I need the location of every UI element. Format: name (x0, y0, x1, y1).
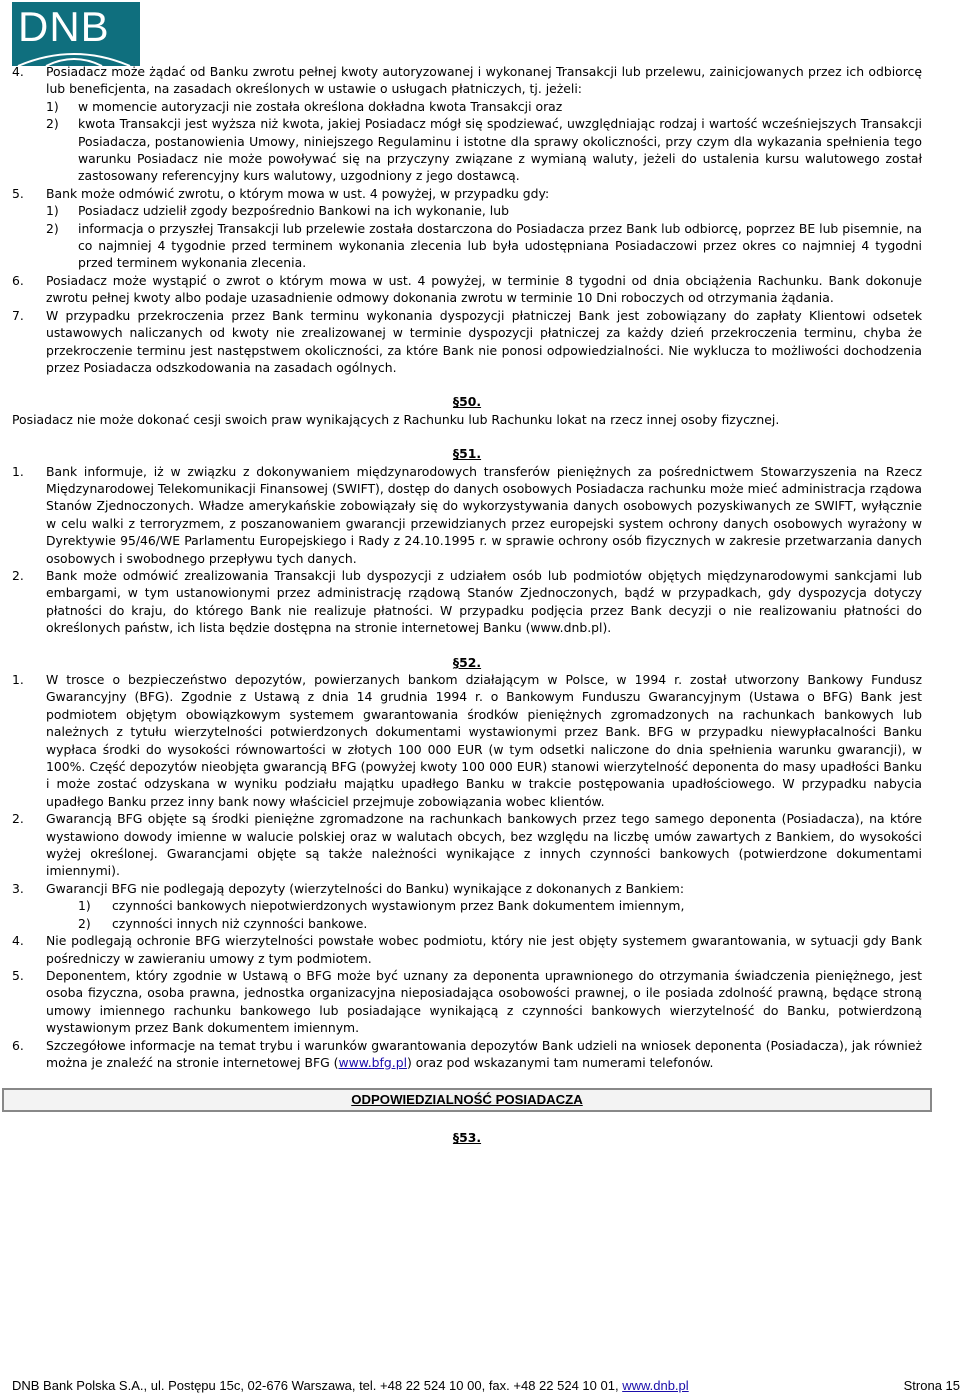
list-item-6 (12, 272, 922, 307)
list-item-52-6 (12, 1037, 922, 1072)
sub-item (78, 897, 922, 914)
section-50-text: Posiadacz nie może dokonać cesji swoich praw wynikających z Rachunku lub Rachunku lokat na rzecz innej osoby fizycznej. (12, 411, 780, 427)
item-number: 4. (12, 933, 24, 949)
item-number: 5. (12, 967, 24, 983)
item-number: 2. (12, 811, 24, 827)
list-item-7 (12, 307, 922, 377)
sub-text: informacja o przyszłej Transakcji lub przelewie została dostarczona do Posiadacza przez Bank lub odbiorcę, poprzez BE lub pisemnie, na co najmniej 4 tygodnie przed terminem wykonania zlecenia lub była udostępniana Posiadaczowi przez okres co najmniej 4 tygodni przed terminem wykonania zlecenia. (78, 220, 922, 271)
item-text: Bank może odmówić zwrotu, o którym mowa w ust. 4 powyżej, w przypadku gdy: (46, 185, 550, 201)
sub-text: Posiadacz udzielił zgody bezpośrednio Bankowi na ich wykonanie, lub (78, 203, 509, 219)
list-item-4 (12, 63, 922, 98)
list-item-52-5 (12, 967, 922, 1037)
logo-text: DNB (18, 3, 110, 50)
item-text: W trosce o bezpieczeństwo depozytów, powierzanych bankom działającym w Polsce, w 1994 r. został utworzony Bankowy Fundusz Gwarancyjny (BFG). Zgodnie z Ustawą z dnia 14 grudnia 1994 r. o Bankowym Funduszu Gwarancyjnym (Ustawa o BFG) Bank jest podmiotem objętym obowiązkowym systemem gwarantowania środków pieniężnych zgromadzonych na rachunkach bankowych lub należnych z tytułu wierzytelności potwierdzonych dokumentami wystawionymi przez Bank. BFG w przypadku niewypłacalności Banku wypłaca środki do wysokości równowartości w złotych 100 000 EUR (w tym odsetki naliczone do dnia spełnienia warunku gwarancji), w 100%. Część depozytów nieobjęta gwarancją BFG (powyżej kwoty 100 000 EUR) stanowi wierzytelność deponenta do masy upadłości Banku i może zostać odzyskana w wyniku podziału majątku upadłego Banku w trakcie postępowania upadłościowego. W przypadku nabycia upadłego Banku przez inny bank nowy właściciel przejmuje zobowiązania wobec klientów. (46, 672, 922, 809)
footer-address (12, 1378, 689, 1394)
list-item-5 (12, 185, 922, 202)
item-number: 1. (12, 672, 24, 687)
item-text: Deponentem, który zgodnie w Ustawą o BFG może być uznany za deponenta uprawnionego do otrzymania świadczenia pieniężnego, jest osoba fizyczna, osoba prawna, jednostka organizacyjna nieposiadająca osobowości prawnej, o ile posiada zdolność prawną, będące stroną umowy imiennego rachunku bankowego lub posiadające wynikającą z czynności bankowych wierzytelność do Banku, potwierdzoną wystawionym przez Bank dokumentem imiennym. (46, 967, 922, 1036)
sub-number: 2) (46, 220, 59, 236)
section-number-53: §53. (452, 1129, 482, 1145)
sub-number: 1) (46, 203, 59, 219)
item-number: 2. (12, 567, 24, 583)
sub-number: 1) (78, 898, 91, 914)
section-number-50: §50. (452, 394, 482, 410)
sub-text: kwota Transakcji jest wyższa niż kwota, jakiej Posiadacz mógł się spodziewać, uwzględniając rodzaj i wartość wcześniejszych Transakcji Posiadacza, postanowienia Umowy, niniejszego Regulaminu i istotne dla sprawy okoliczności, przy czym dla wykazania spełnienia tego warunku Posiadacz nie może powoływać się na przyczyny związane z wymianą waluty, jeżeli do ustalenia kursu walutowego został zastosowany referencyjny kurs walutowy, uzgodniony z jego dostawcą. (78, 116, 922, 184)
dnb-logo (12, 2, 140, 66)
item-number: 4. (12, 64, 24, 79)
item-number: 1. (12, 463, 24, 479)
list-item-52-4 (12, 932, 922, 967)
item-number: 6. (12, 1037, 24, 1053)
sub-text: w momencie autoryzacji nie została określona dokładna kwota Transakcji oraz (78, 98, 563, 114)
sub-item (78, 915, 922, 932)
item-number: 7. (12, 307, 24, 323)
section-number-52: §52. (452, 654, 482, 670)
page-footer (12, 1378, 960, 1394)
item-number: 5. (12, 185, 24, 201)
list-item-52-1 (12, 671, 922, 810)
item-text: Nie podlegają ochronie BFG wierzytelności powstałe wobec podmiotu, który nie jest objęty systemem gwarantowania, w sytuacji gdy Bank pośredniczy w zawieraniu umowy z tym podmiotem. (46, 933, 922, 966)
item-number: 6. (12, 272, 24, 288)
sub-item (46, 220, 922, 272)
list-item-52-3 (12, 880, 922, 897)
sub-item (46, 202, 922, 219)
list-item-51-1 (12, 463, 922, 567)
item-number: 3. (12, 880, 24, 896)
item-text: Posiadacz może wystąpić o zwrot o którym mowa w ust. 4 powyżej, w terminie 8 tygodni od dnia obciążenia Rachunku. Bank dokonuje zwrotu pełnej kwoty albo podaje uzasadnienie odmowy dokonania zwrotu w terminie 10 Dni roboczych od otrzymania żądania. (46, 272, 922, 306)
sub-item (46, 98, 922, 115)
sub-number: 2) (46, 116, 59, 132)
sub-number: 2) (78, 915, 91, 931)
document-body (12, 63, 922, 1146)
text-before-link: Szczegółowe informacje na temat trybu i warunków gwarantowania depozytów Bank udzieli na wniosek deponenta (Posiadacza), jak również można je znaleźć na stronie internetowej BFG ( (46, 1037, 922, 1070)
item-text (46, 1037, 922, 1072)
list-item-52-2 (12, 810, 922, 880)
item-text: Bank może odmówić zrealizowania Transakcji lub dyspozycji z udziałem osób lub podmiotów objętych międzynarodowymi sankcjami lub embargami, w tym ustanowionymi przez administrację rządową Stanów Zjednoczonych, bądź w przypadkach, gdy dyspozycja dotyczy płatności do kraju, do którego Bank nie realizuje płatności. W przypadku podjęcia przez Bank decyzji o nie realizowaniu płatności do określonych państw, ich lista będzie dostępna na stronie internetowej Banku (www.dnb.pl). (46, 567, 922, 636)
item-text: Gwarancją BFG objęte są środki pieniężne zgromadzone na rachunkach bankowych przez tego samego deponenta (Posiadacza), na które wystawiono dowody imienne w walucie polskiej oraz w walutach obcych, bez względu na liczbę umów zawartych z Bankiem, do wysokości wyżej określonej. Gwarancjami objęte są także należności wynikające z innych czynności bankowych (potwierdzone dokumentami imiennymi). (46, 811, 922, 879)
item-text: Gwarancji BFG nie podlegają depozyty (wierzytelności do Banku) wynikające z dokonanych z Bankiem: (46, 880, 684, 896)
footer-text: DNB Bank Polska S.A., ul. Postępu 15c, 02-676 Warszawa, tel. +48 22 524 10 00, fax. +48 22 524 10 01, (12, 1378, 623, 1393)
footer-link[interactable]: www.dnb.pl (622, 1378, 689, 1393)
sub-text: czynności innych niż czynności bankowe. (112, 915, 368, 931)
page-number: Strona 15 (903, 1378, 960, 1393)
section-heading: ODPOWIEDZIALNOŚĆ POSIADACZA (2, 1088, 932, 1111)
sub-text: czynności bankowych niepotwierdzonych wystawionym przez Bank dokumentem imiennym, (112, 898, 685, 914)
section-number-51: §51. (452, 446, 482, 462)
sub-item (46, 115, 922, 185)
item-text: W przypadku przekroczenia przez Bank terminu wykonania dyspozycji płatniczej Bank jest zobowiązany do zapłaty Klientowi odsetek ustawowych naliczanych od kwoty nie zrealizowanej w terminie dyspozycji płatniczej za każdy dzień przekroczenia terminu, chyba że przekroczenie terminu jest następstwem okoliczności, za które Bank nie ponosi odpowiedzialności. Nie wyklucza to możliwości dochodzenia przez Posiadacza odszkodowania na zasadach ogólnych. (46, 307, 922, 375)
item-text: Posiadacz może żądać od Banku zwrotu pełnej kwoty autoryzowanej i wykonanej Transakcji lub przelewu, zainicjowanych przez ich odbiorcę lub beneficjenta, na zasadach określonych w ustawie o usługach płatniczych, tj. jeżeli: (46, 64, 922, 97)
text-after-link: ) oraz pod wskazanymi tam numerami telefonów. (407, 1054, 714, 1070)
item-text: Bank informuje, iż w związku z dokonywaniem międzynarodowych transferów pieniężnych za pośrednictwem Stowarzyszenia na Rzecz Międzynarodowej Telekomunikacji Finansowej (SWIFT), dostęp do danych osobowych Posiadacza rachunku może mieć administracja rządowa Stanów Zjednoczonych. Władze amerykańskie zobowiązały się do wykorzystywania danych osobowych pozyskiwanych ze SWIFT, wyłącznie w celu walki z terroryzmem, z poszanowaniem gwarancji przewidzianych przez europejski system ochrony danych osobowych wyrażony w Dyrektywie 95/46/WE Parlamentu Europejskiego i Rady z 24.10.1995 r. w sprawie ochrony osób fizycznych w zakresie przetwarzania danych osobowych i swobodnego przepływu tych danych. (46, 463, 922, 566)
list-item-51-2 (12, 567, 922, 637)
bfg-link[interactable]: www.bfg.pl (338, 1054, 408, 1070)
sub-number: 1) (46, 98, 59, 114)
